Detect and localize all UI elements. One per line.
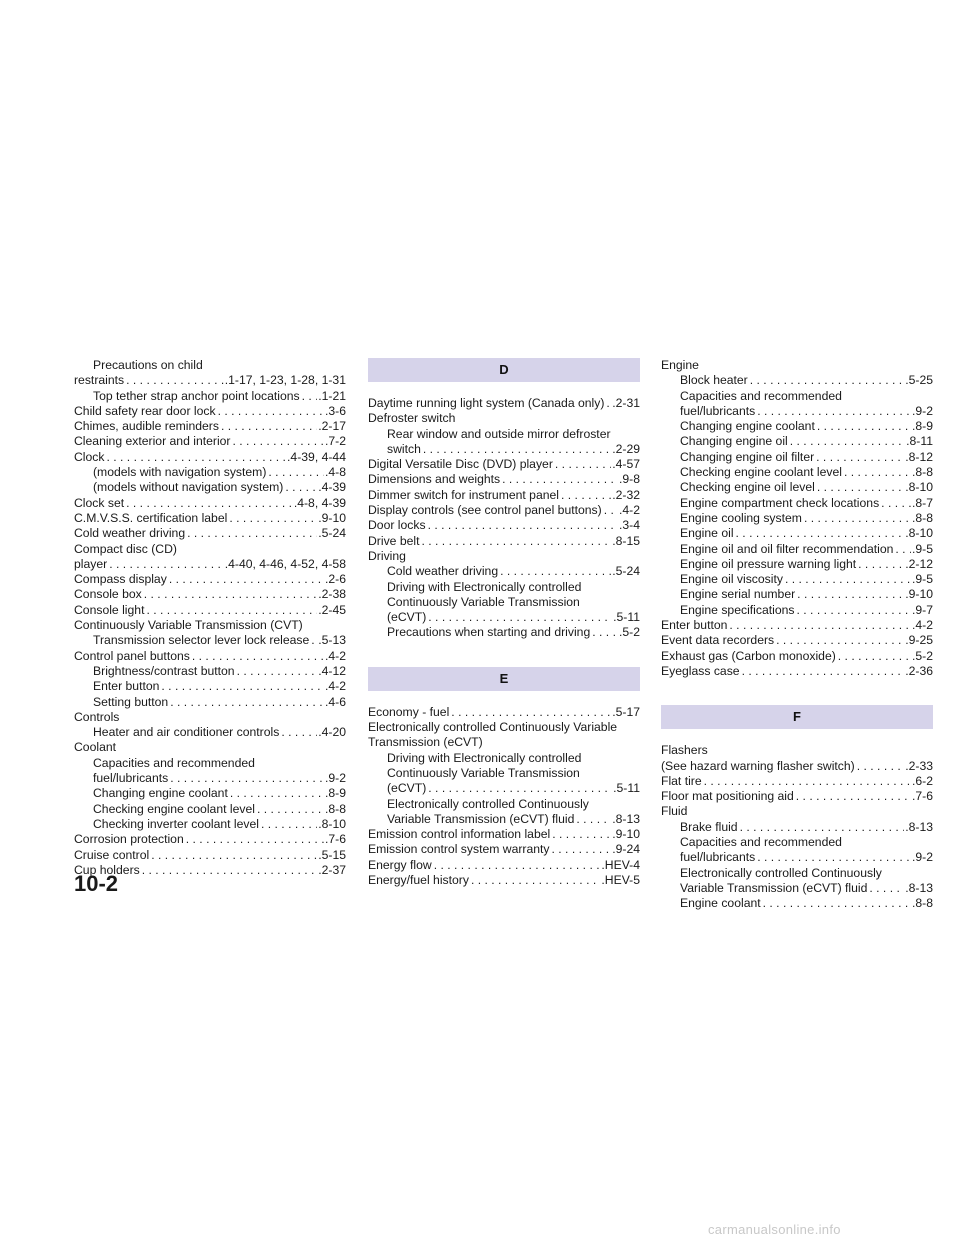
index-entry (661, 664, 933, 679)
index-entry (74, 832, 346, 847)
page-ref: .4-39, 4-44 (287, 449, 346, 464)
page-ref: .9-2 (324, 771, 346, 786)
index-entry (661, 835, 933, 850)
page-ref: .5-17 (612, 704, 640, 719)
entry-text: Continuously Variable Transmission (387, 765, 580, 780)
entry-text: fuel/lubricants (680, 850, 756, 865)
index-entry (661, 557, 933, 572)
index-entry (74, 725, 346, 740)
index-entry (661, 358, 933, 373)
page-ref: .8-9 (911, 419, 933, 434)
page-ref: .3-4 (618, 518, 640, 533)
entry-text: Corrosion protection (74, 832, 184, 847)
entry-text: Variable Transmission (eCVT) fluid (680, 880, 868, 895)
index-entry (661, 789, 933, 804)
entry-text: Precautions when starting and driving (387, 625, 591, 640)
entry-text: Electronically controlled Continuously Variable (368, 720, 618, 735)
index-entry (74, 618, 346, 633)
entry-text: Exhaust gas (Carbon monoxide) (661, 648, 836, 663)
entry-text: Flashers (661, 743, 708, 758)
entry-text: Coolant (74, 740, 117, 755)
entry-text: Electronically controlled Continuously (387, 796, 589, 811)
index-entry (74, 465, 346, 480)
page-ref: .8-13 (612, 811, 640, 826)
entry-text: Capacities and recommended (93, 755, 255, 770)
page-ref: .9-25 (905, 633, 933, 648)
entry-text: (See hazard warning flasher switch) (661, 758, 855, 773)
entry-text: (models with navigation system) (93, 465, 267, 480)
index-column-1 (74, 358, 346, 878)
index-entry (368, 720, 640, 735)
index-entry (74, 756, 346, 771)
page-ref: .9-10 (318, 510, 346, 525)
index-entry (368, 797, 640, 812)
entry-text: Digital Versatile Disc (DVD) player (368, 457, 553, 472)
index-entry (74, 480, 346, 495)
index-entry (74, 526, 346, 541)
page-ref: .2-31 (612, 396, 640, 410)
page-ref: .8-10 (905, 480, 933, 495)
page-ref: .9-10 (612, 827, 640, 842)
entry-text: Top tether strap anchor point locations (93, 388, 300, 403)
entry-text: Energy/fuel history (368, 873, 469, 888)
entry-text: Enter button (661, 618, 728, 633)
index-entry (661, 404, 933, 419)
index-entry (661, 465, 933, 480)
entry-text: Flat tire (661, 773, 702, 788)
index-entry (661, 450, 933, 465)
entry-text: Door locks (368, 518, 426, 533)
entry-text: Precautions on child (93, 358, 203, 372)
page-ref: .8-7 (911, 495, 933, 510)
index-entry (368, 549, 640, 564)
entry-text: (eCVT) (387, 610, 427, 625)
entry-text: fuel/lubricants (680, 403, 756, 418)
index-entry (661, 542, 933, 557)
page-ref: .7-2 (324, 434, 346, 449)
index-entry (661, 881, 933, 896)
entry-text: (eCVT) (387, 781, 427, 796)
entry-text: Compass display (74, 572, 167, 587)
page-ref: .8-8 (324, 801, 346, 816)
page-ref: .8-8 (911, 510, 933, 525)
entry-text: Controls (74, 709, 120, 724)
entry-text: Checking engine oil level (680, 480, 815, 495)
entry-text: Console light (74, 602, 145, 617)
page-ref: .8-10 (318, 816, 346, 831)
entry-text: Engine oil pressure warning light (680, 556, 857, 571)
page-ref: .2-36 (905, 663, 933, 678)
index-entry (368, 427, 640, 442)
entry-text: Engine oil (680, 526, 734, 541)
index-entry (661, 618, 933, 633)
entry-text: Dimmer switch for instrument panel (368, 487, 559, 502)
entry-text: Changing engine oil (680, 434, 788, 449)
index-entry (74, 358, 346, 373)
index-entry (661, 419, 933, 434)
entry-text: Variable Transmission (eCVT) fluid (387, 811, 575, 826)
page-ref: .4-39 (318, 480, 346, 495)
index-entry (74, 542, 346, 557)
index-entry (74, 572, 346, 587)
page-ref: .8-10 (905, 526, 933, 541)
index-entry (661, 496, 933, 511)
entry-text: Clock set (74, 495, 125, 510)
page-ref: .HEV-5 (601, 873, 640, 888)
page-ref: .4-2 (324, 648, 346, 663)
index-entry (368, 564, 640, 579)
section-letter-f: F (661, 705, 933, 729)
index-entry (368, 827, 640, 842)
entry-text: Electronically controlled Continuously (680, 865, 882, 880)
page-ref: .2-12 (905, 556, 933, 571)
entry-text: Capacities and recommended (680, 835, 842, 850)
entry-text: Capacities and recommended (680, 388, 842, 403)
index-entry (368, 610, 640, 625)
entry-text: C.M.V.S.S. certification label (74, 510, 228, 525)
index-entry (74, 848, 346, 863)
index-entry (368, 472, 640, 487)
index-entry (661, 743, 933, 758)
index-entry (74, 450, 346, 465)
index-entry (74, 389, 346, 404)
entry-text: Cruise control (74, 847, 150, 862)
page-ref: .4-20 (318, 725, 346, 740)
entry-text: Engine specifications (680, 602, 795, 617)
index-entry (661, 511, 933, 526)
page-ref: .8-11 (906, 434, 933, 449)
entry-text: Engine coolant (680, 896, 761, 911)
page-ref: .5-2 (911, 648, 933, 663)
entry-text: Engine oil and oil filter recommendation (680, 541, 894, 556)
entry-text: Changing engine coolant (680, 419, 815, 434)
page-ref: .6-2 (911, 773, 933, 788)
page-number: 10-2 (74, 871, 119, 896)
entry-text: Emission control system warranty (368, 842, 550, 857)
index-entry (74, 679, 346, 694)
entry-text: Engine oil viscosity (680, 572, 783, 587)
index-entry (368, 735, 640, 750)
index-entry (368, 518, 640, 533)
page-ref: .4-2 (911, 618, 933, 633)
page-ref: .1-17, 1-23, 1-28, 1-31 (224, 373, 346, 388)
entry-text: Chimes, audible reminders (74, 419, 219, 434)
index-entry (368, 457, 640, 472)
index-entry (74, 496, 346, 511)
page-ref: .7-6 (911, 789, 933, 804)
page-ref: .9-5 (911, 541, 933, 556)
entry-text: Event data recorders (661, 633, 775, 648)
index-entry (368, 873, 640, 888)
entry-text: Continuously Variable Transmission (387, 594, 580, 609)
page-ref: .8-15 (612, 533, 640, 548)
entry-text: Control panel buttons (74, 648, 190, 663)
page-ref: .5-15 (318, 847, 346, 862)
watermark: carmanualsonline.info (708, 1222, 841, 1237)
index-entry (661, 866, 933, 881)
index-entry (74, 664, 346, 679)
index-entry (368, 503, 640, 518)
page-ref: .4-6 (324, 694, 346, 709)
entry-text: Clock (74, 449, 105, 464)
page-ref: .2-45 (318, 602, 346, 617)
entry-text: Engine serial number (680, 587, 796, 602)
entry-text: Cold weather driving (387, 564, 499, 579)
entry-text: restraints (74, 373, 125, 388)
page-ref: .2-29 (612, 441, 640, 456)
index-entry (661, 896, 933, 911)
page-ref: .9-5 (911, 572, 933, 587)
page-ref: .5-13 (318, 633, 346, 648)
page-ref: .5-11 (613, 781, 640, 796)
entry-text: Floor mat positioning aid (661, 789, 794, 804)
index-entry (661, 480, 933, 495)
entry-text: Cold weather driving (74, 526, 186, 541)
entry-text: Driving with Electronically controlled (387, 750, 582, 765)
page-ref: .2-17 (318, 419, 346, 434)
entry-text: Transmission (eCVT) (368, 735, 483, 750)
page-ref: .2-37 (318, 862, 346, 877)
index-entry (661, 759, 933, 774)
page-ref: .4-2 (324, 679, 346, 694)
entry-text: Checking inverter coolant level (93, 816, 259, 831)
page-ref: .5-24 (318, 526, 346, 541)
index-entry (661, 587, 933, 602)
entry-text: Driving (368, 548, 406, 563)
index-entry (368, 580, 640, 595)
page-ref: .5-2 (618, 625, 640, 640)
entry-text: Heater and air conditioner controls (93, 725, 280, 740)
index-entry (368, 488, 640, 503)
index-entry (74, 404, 346, 419)
entry-text: Eyeglass case (661, 663, 740, 678)
index-entry (74, 587, 346, 602)
page-ref: .3-6 (324, 403, 346, 418)
page-ref: .2-6 (324, 572, 346, 587)
index-entry (368, 766, 640, 781)
page-ref: .4-2 (618, 503, 640, 518)
page-ref: .8-8 (911, 896, 933, 911)
index-entry (74, 802, 346, 817)
index-entry (74, 434, 346, 449)
page-ref: .5-24 (612, 564, 640, 579)
index-entry (661, 434, 933, 449)
entry-text: Defroster switch (368, 411, 456, 426)
page-ref: .8-13 (905, 880, 933, 895)
page-ref: .2-38 (318, 587, 346, 602)
entry-text: Driving with Electronically controlled (387, 579, 582, 594)
page-ref: .9-2 (911, 403, 933, 418)
index-entry (368, 812, 640, 827)
index-entry (661, 774, 933, 789)
entry-text: Changing engine coolant (93, 786, 228, 801)
index-column-3 (661, 358, 933, 912)
index-entry (368, 442, 640, 457)
index-entry (74, 373, 346, 388)
page-ref: .9-7 (911, 602, 933, 617)
entry-text: Dimensions and weights (368, 472, 501, 487)
page-ref: .9-24 (612, 842, 640, 857)
page-ref: .7-6 (324, 832, 346, 847)
index-entry (661, 603, 933, 618)
entry-text: Rear window and outside mirror defroster (387, 426, 611, 441)
index-entry (74, 771, 346, 786)
entry-text: Brake fluid (680, 819, 738, 834)
index-entry (74, 633, 346, 648)
page-ref: .9-2 (911, 850, 933, 865)
page-ref: .8-12 (905, 449, 933, 464)
entry-text: switch (387, 441, 421, 456)
index-entry (661, 649, 933, 664)
page-ref: .HEV-4 (601, 857, 640, 872)
index-entry (74, 557, 346, 572)
entry-text: Enter button (93, 679, 160, 694)
index-column-2 (368, 358, 640, 888)
entry-text: Checking engine coolant level (93, 801, 255, 816)
entry-text: Emission control information label (368, 827, 551, 842)
page-ref: .5-11 (613, 610, 640, 625)
index-entry (661, 850, 933, 865)
index-entry (368, 781, 640, 796)
entry-text: fuel/lubricants (93, 771, 169, 786)
entry-text: (models without navigation system) (93, 480, 284, 495)
index-entry (661, 820, 933, 835)
page-ref: .2-32 (612, 487, 640, 502)
entry-text: Drive belt (368, 533, 420, 548)
entry-text: Economy - fuel (368, 704, 450, 719)
index-entry (74, 695, 346, 710)
page-ref: .4-8, 4-39 (293, 495, 346, 510)
page-ref: .4-8 (324, 465, 346, 480)
entry-text: Brightness/contrast button (93, 663, 235, 678)
section-letter-e: E (368, 667, 640, 691)
index-entry (661, 526, 933, 541)
index-entry (368, 842, 640, 857)
index-entry (661, 373, 933, 388)
page-ref: .5-25 (905, 373, 933, 388)
page-ref: .1-21 (318, 388, 346, 403)
index-entry (74, 511, 346, 526)
entry-text: Transmission selector lever lock release (93, 633, 310, 648)
page-ref: .9-10 (905, 587, 933, 602)
page-ref: .2-33 (905, 758, 933, 773)
entry-text: Daytime running light system (Canada only) (368, 396, 605, 410)
entry-text: Engine (661, 358, 699, 372)
page-ref: .8-8 (911, 465, 933, 480)
entry-text: Changing engine oil filter (680, 449, 815, 464)
index-entry (661, 572, 933, 587)
page-ref: .4-57 (612, 457, 640, 472)
index-entry (368, 396, 640, 411)
index-entry (74, 649, 346, 664)
index-entry (74, 817, 346, 832)
entry-text: Display controls (see control panel buttons) (368, 503, 602, 518)
index-entry (74, 603, 346, 618)
entry-text: Child safety rear door lock (74, 403, 216, 418)
page-ref: .9-8 (618, 472, 640, 487)
entry-text: Cleaning exterior and interior (74, 434, 231, 449)
entry-text: Checking engine coolant level (680, 465, 842, 480)
entry-text: Engine cooling system (680, 510, 802, 525)
index-entry (368, 595, 640, 610)
entry-text: Energy flow (368, 857, 432, 872)
index-entry (368, 858, 640, 873)
index-entry (661, 389, 933, 404)
page-ref: .8-13 (905, 819, 933, 834)
entry-text: Block heater (680, 373, 748, 388)
page-ref: .4-12 (318, 663, 346, 678)
page-ref: .8-9 (324, 786, 346, 801)
section-letter-d: D (368, 358, 640, 382)
index-entry (74, 419, 346, 434)
entry-text: Continuously Variable Transmission (CVT) (74, 618, 303, 633)
entry-text: player (74, 556, 108, 571)
index-entry (661, 633, 933, 648)
index-entry (368, 534, 640, 549)
entry-text: Engine compartment check locations (680, 495, 880, 510)
index-entry (368, 751, 640, 766)
entry-text: Cup holders (74, 862, 140, 877)
entry-text: Setting button (93, 694, 169, 709)
index-entry (74, 740, 346, 755)
entry-text: Fluid (661, 804, 688, 819)
entry-text: Console box (74, 587, 142, 602)
index-entry (368, 411, 640, 426)
index-entry (74, 786, 346, 801)
page-ref: .4-40, 4-46, 4-52, 4-58 (224, 556, 346, 571)
entry-text: Compact disc (CD) (74, 541, 177, 556)
index-entry (368, 705, 640, 720)
index-entry (74, 710, 346, 725)
index-entry (368, 625, 640, 640)
index-entry (661, 804, 933, 819)
